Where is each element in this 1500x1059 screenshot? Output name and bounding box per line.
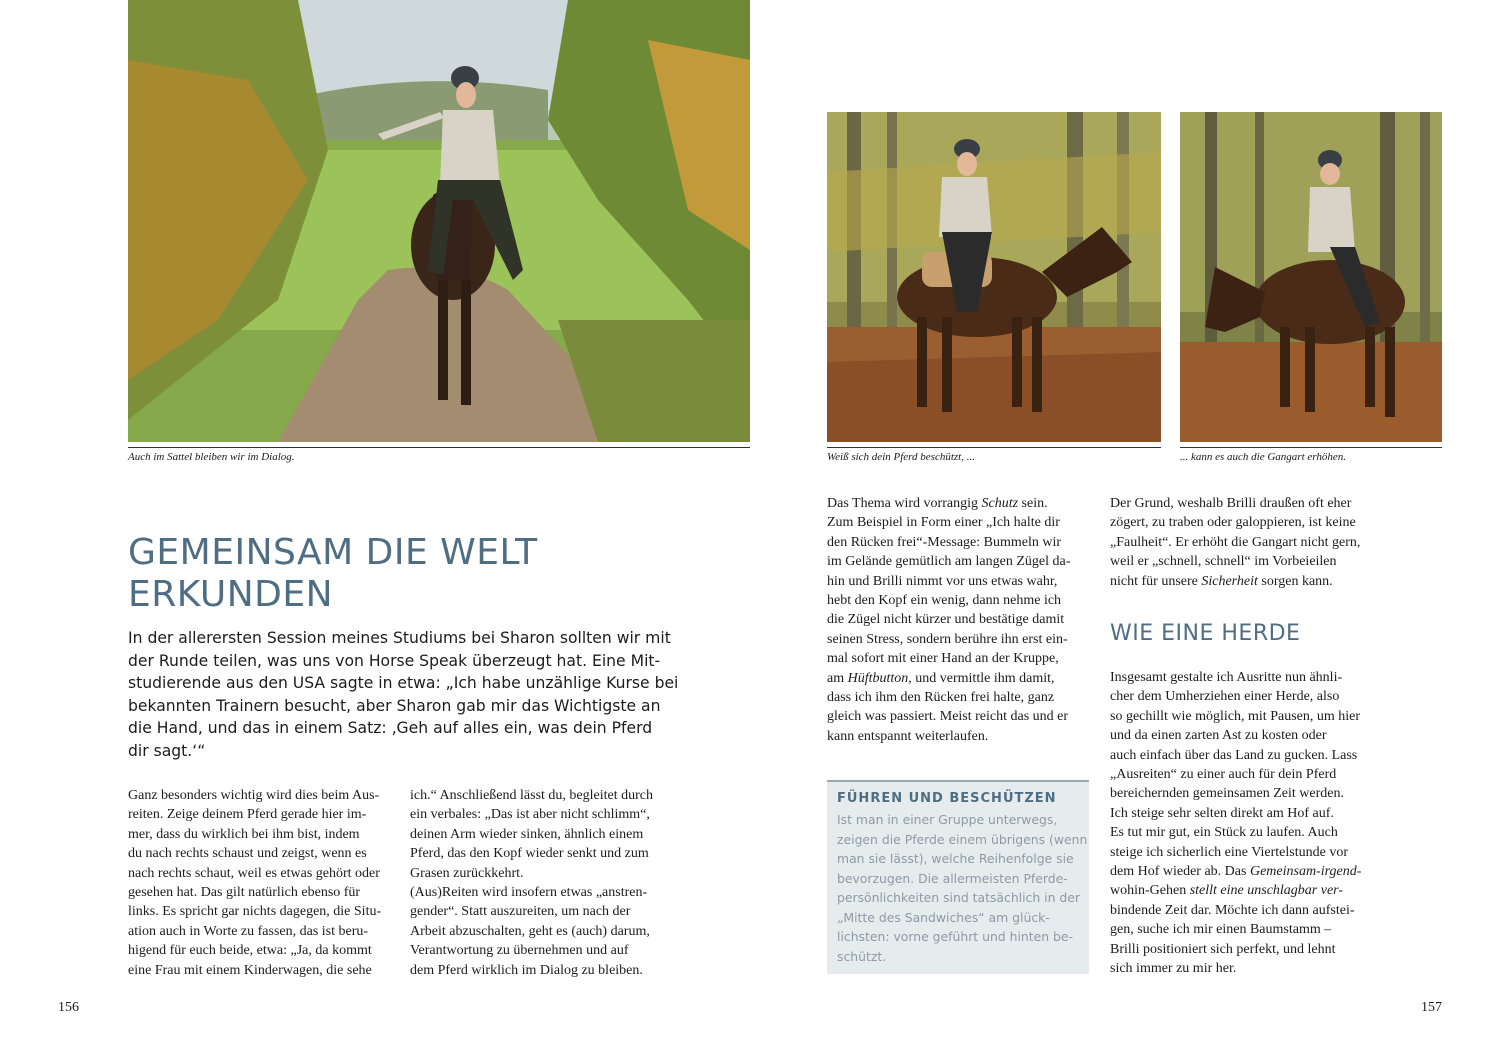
text-line — [1110, 959, 1372, 978]
emphasis-text: Schutz — [981, 496, 1019, 511]
text-segment: hin und Brilli nimmt vor uns etwas wahr, — [827, 573, 1058, 589]
subheadline: WIE EINE HERDE — [1110, 621, 1301, 646]
text-line: dem Pferd wirklich im Dialog zu bleiben. — [410, 962, 643, 978]
text-segment: weil er „schnell, schnell“ im Vorbeieilen — [1110, 554, 1337, 570]
text-line — [1110, 746, 1372, 765]
text-segment: mal sofort mit einer Hand an der Kruppe, — [827, 651, 1059, 667]
text-line — [827, 513, 1089, 532]
intro-line: In der allerersten Session meines Studiums bei Sharon sollten wir mit — [128, 629, 671, 647]
text-segment: seinen Stress, sondern berühre ihn erst ein- — [827, 631, 1068, 647]
text-line: links. Es spricht gar nichts dagegen, die Situ- — [128, 904, 382, 920]
text-line — [1110, 823, 1372, 842]
sidebar-box-text — [837, 810, 1087, 966]
page-number-right: 157 — [1421, 1000, 1442, 1015]
headline-line-1: GEMEINSAM DIE WELT — [128, 532, 538, 573]
sidebar-box — [827, 780, 1089, 974]
intro-line: dir sagt.‘“ — [128, 741, 206, 760]
text-line — [827, 610, 1089, 629]
text-line — [827, 649, 1089, 668]
text-line: Pferd, das den Kopf wieder senkt und zum — [410, 846, 649, 862]
text-line: nach rechts schaut, weil es etwas gehört oder — [128, 865, 380, 881]
emphasis-text: Gemeinsam-irgend- — [1249, 864, 1362, 880]
text-line — [1110, 513, 1372, 532]
text-line: gender“. Statt auszureiten, um nach der — [410, 904, 631, 920]
emphasis-text: Sicherheit — [1201, 573, 1258, 589]
text-line — [1110, 707, 1372, 726]
text-segment: sorgen kann. — [1257, 573, 1333, 589]
page-number-left: 156 — [58, 1000, 79, 1015]
text-line — [1110, 804, 1372, 823]
box-line: „Mitte des Sandwiches“ am glück- — [837, 909, 1050, 925]
text-segment: den Rücken frei“-Message: Bummeln wir — [827, 534, 1062, 550]
text-line — [827, 494, 1089, 513]
left-body-column-2 — [410, 786, 672, 980]
text-line — [1110, 726, 1372, 745]
text-line — [827, 669, 1089, 688]
text-segment: nicht für unsere — [1110, 573, 1202, 589]
text-segment: dem Hof wieder ab. Das — [1110, 864, 1250, 880]
text-line — [1110, 668, 1372, 687]
text-segment: Es tut mir gut, ein Stück zu laufen. Auch — [1110, 825, 1338, 841]
text-line: higend für euch beide, etwa: „Ja, da kommt — [128, 943, 372, 959]
intro-paragraph — [128, 627, 679, 762]
text-line — [1110, 920, 1372, 939]
text-line: ation auch in Worte zu fassen, das ist beru- — [128, 923, 369, 939]
text-segment: die Zügel nicht kürzer und bestätige damit — [827, 612, 1065, 628]
text-line: Verantwortung zu übernehmen und auf — [410, 943, 629, 959]
text-segment: wohin-Gehen — [1110, 883, 1187, 899]
text-segment: Ich steige sehr selten direkt am Hof auf. — [1110, 805, 1334, 821]
text-segment: im Gelände gemütlich am langen Zügel da- — [827, 554, 1071, 570]
text-line: Grasen zurückkehrt. — [410, 865, 524, 881]
photo-rider-forest-walk — [827, 112, 1161, 442]
text-segment: und vermittle ihm damit, — [911, 670, 1055, 686]
text-segment: „Faulheit“. Er erhöht die Gangart nicht gern, — [1110, 534, 1361, 550]
text-line — [1110, 572, 1372, 591]
text-line: (Aus)Reiten wird insofern etwas „anstren- — [410, 885, 648, 901]
box-line: Ist man in einer Gruppe unterwegs, — [837, 812, 1058, 827]
right-body-column-2-top — [1110, 494, 1372, 591]
box-line: lichsten: vorne geführt und hinten be- — [837, 929, 1073, 944]
text-line: Arbeit abzuschalten, geht es (auch) darum, — [410, 923, 650, 939]
text-line — [1110, 687, 1372, 706]
text-segment: bindende Zeit dar. Möchte ich dann aufstei- — [1110, 902, 1355, 918]
text-segment: am — [827, 670, 848, 686]
photo-caption: Auch im Sattel bleiben wir im Dialog. — [128, 447, 750, 463]
right-body-column-2-bottom — [1110, 668, 1372, 979]
text-segment: Zum Beispiel in Form einer „Ich halte dir — [827, 515, 1060, 531]
photo-caption-2: ... kann es auch die Gangart erhöhen. — [1180, 447, 1442, 463]
photo-rider-forest-trot — [1180, 112, 1442, 442]
intro-line: bekannten Trainern besucht, aber Sharon gab mir das Wichtigste an — [128, 696, 661, 715]
text-segment: zögert, zu traben oder galoppieren, ist keine — [1110, 515, 1356, 531]
text-line: ich.“ Anschließend lässt du, begleitet durch — [410, 788, 653, 803]
text-segment: cher dem Umherziehen einer Herde, also — [1110, 689, 1340, 705]
text-line: deinen Arm wieder sinken, ähnlich einem — [410, 826, 644, 842]
text-line — [827, 591, 1089, 610]
text-line — [1110, 862, 1372, 881]
right-body-column-1 — [827, 494, 1089, 746]
box-line: zeigen die Pferde einem übrigens (wenn — [837, 831, 1088, 847]
intro-line: der Runde teilen, was uns von Horse Speak überzeugt hat. Eine Mit- — [128, 651, 661, 670]
text-segment: Insgesamt gestalte ich Ausritte nun ähnli- — [1110, 670, 1343, 685]
text-line — [827, 688, 1089, 707]
headline-line-2: ERKUNDEN — [128, 574, 334, 615]
text-line — [827, 707, 1089, 726]
text-line — [1110, 784, 1372, 803]
text-line — [827, 630, 1089, 649]
text-line: du nach rechts schaust und zeigst, wenn es — [128, 846, 367, 862]
text-line: gesehen hat. Das gilt natürlich ebenso für — [128, 885, 361, 901]
text-line: ein verbales: „Das ist aber nicht schlimm“, — [410, 807, 650, 823]
text-line — [1110, 765, 1372, 784]
text-line — [1110, 552, 1372, 571]
text-segment: kann entspannt weiterlaufen. — [827, 728, 989, 744]
text-line: mer, dass du wirklich bei ihm bist, indem — [128, 826, 360, 842]
text-segment: gen, suche ich mir einen Baumstamm – — [1110, 922, 1332, 938]
text-segment: auch einfach über das Land zu gucken. Lass — [1110, 747, 1358, 763]
text-line: reiten. Zeige deinem Pferd gerade hier im- — [128, 807, 367, 823]
box-line: bevorzugen. Die allermeisten Pferde- — [837, 870, 1068, 886]
text-segment: so gechillt wie möglich, mit Pausen, um hier — [1110, 708, 1361, 724]
photo-caption-1: Weiß sich dein Pferd beschützt, ... — [827, 447, 1161, 463]
intro-line: die Hand, und das in einem Satz: ‚Geh auf alles ein, was dein Pferd — [128, 719, 653, 737]
text-segment: sich immer zu mir her. — [1110, 961, 1237, 977]
text-line — [1110, 901, 1372, 920]
text-line: eine Frau mit einem Kinderwagen, die sehe — [128, 962, 372, 978]
text-segment: und da einen zarten Ast zu kosten oder — [1110, 728, 1327, 744]
text-segment: „Ausreiten“ zu einer auch für dein Pferd — [1110, 767, 1337, 783]
text-line — [827, 727, 1089, 746]
text-line — [827, 533, 1089, 552]
text-segment: dass ich ihm den Rücken frei halte, ganz — [827, 690, 1055, 706]
text-segment: Brilli positioniert sich perfekt, und lehnt — [1110, 941, 1336, 957]
text-line — [827, 572, 1089, 591]
box-line: man sie lässt), welche Reihenfolge sie — [837, 851, 1074, 866]
text-segment: gleich was passiert. Meist reicht das und er — [827, 709, 1069, 725]
box-line: persönlichkeiten sind tatsächlich in der — [837, 890, 1080, 905]
text-line — [1110, 881, 1372, 900]
text-line — [1110, 533, 1372, 552]
page-headline — [128, 532, 538, 616]
photo-rider-on-path — [128, 0, 750, 442]
emphasis-text: stellt eine unschlagbar ver- — [1186, 883, 1343, 899]
emphasis-text: Hüftbutton, — [847, 670, 912, 686]
left-body-column-1 — [128, 786, 390, 980]
text-line — [1110, 940, 1372, 959]
text-line — [827, 552, 1089, 571]
intro-line: studierende aus den USA sagte in etwa: „Ich habe unzählige Kurse bei — [128, 674, 679, 692]
text-segment: Der Grund, weshalb Brilli draußen oft eher — [1110, 496, 1352, 511]
text-segment: hebt den Kopf ein wenig, dann nehme ich — [827, 593, 1062, 609]
text-segment: steige ich sicherlich eine Viertelstunde vor — [1110, 844, 1348, 860]
box-line: schützt. — [837, 948, 887, 964]
text-line — [1110, 494, 1372, 513]
text-segment: bereichernden gemeinsamen Zeit werden. — [1110, 786, 1345, 802]
text-segment: sein. — [1018, 496, 1048, 511]
text-line — [1110, 843, 1372, 862]
text-segment: Das Thema wird vorrangig — [827, 496, 982, 511]
text-line: Ganz besonders wichtig wird dies beim Aus- — [128, 788, 380, 803]
sidebar-box-title: FÜHREN UND BESCHÜTZEN — [837, 791, 1057, 806]
